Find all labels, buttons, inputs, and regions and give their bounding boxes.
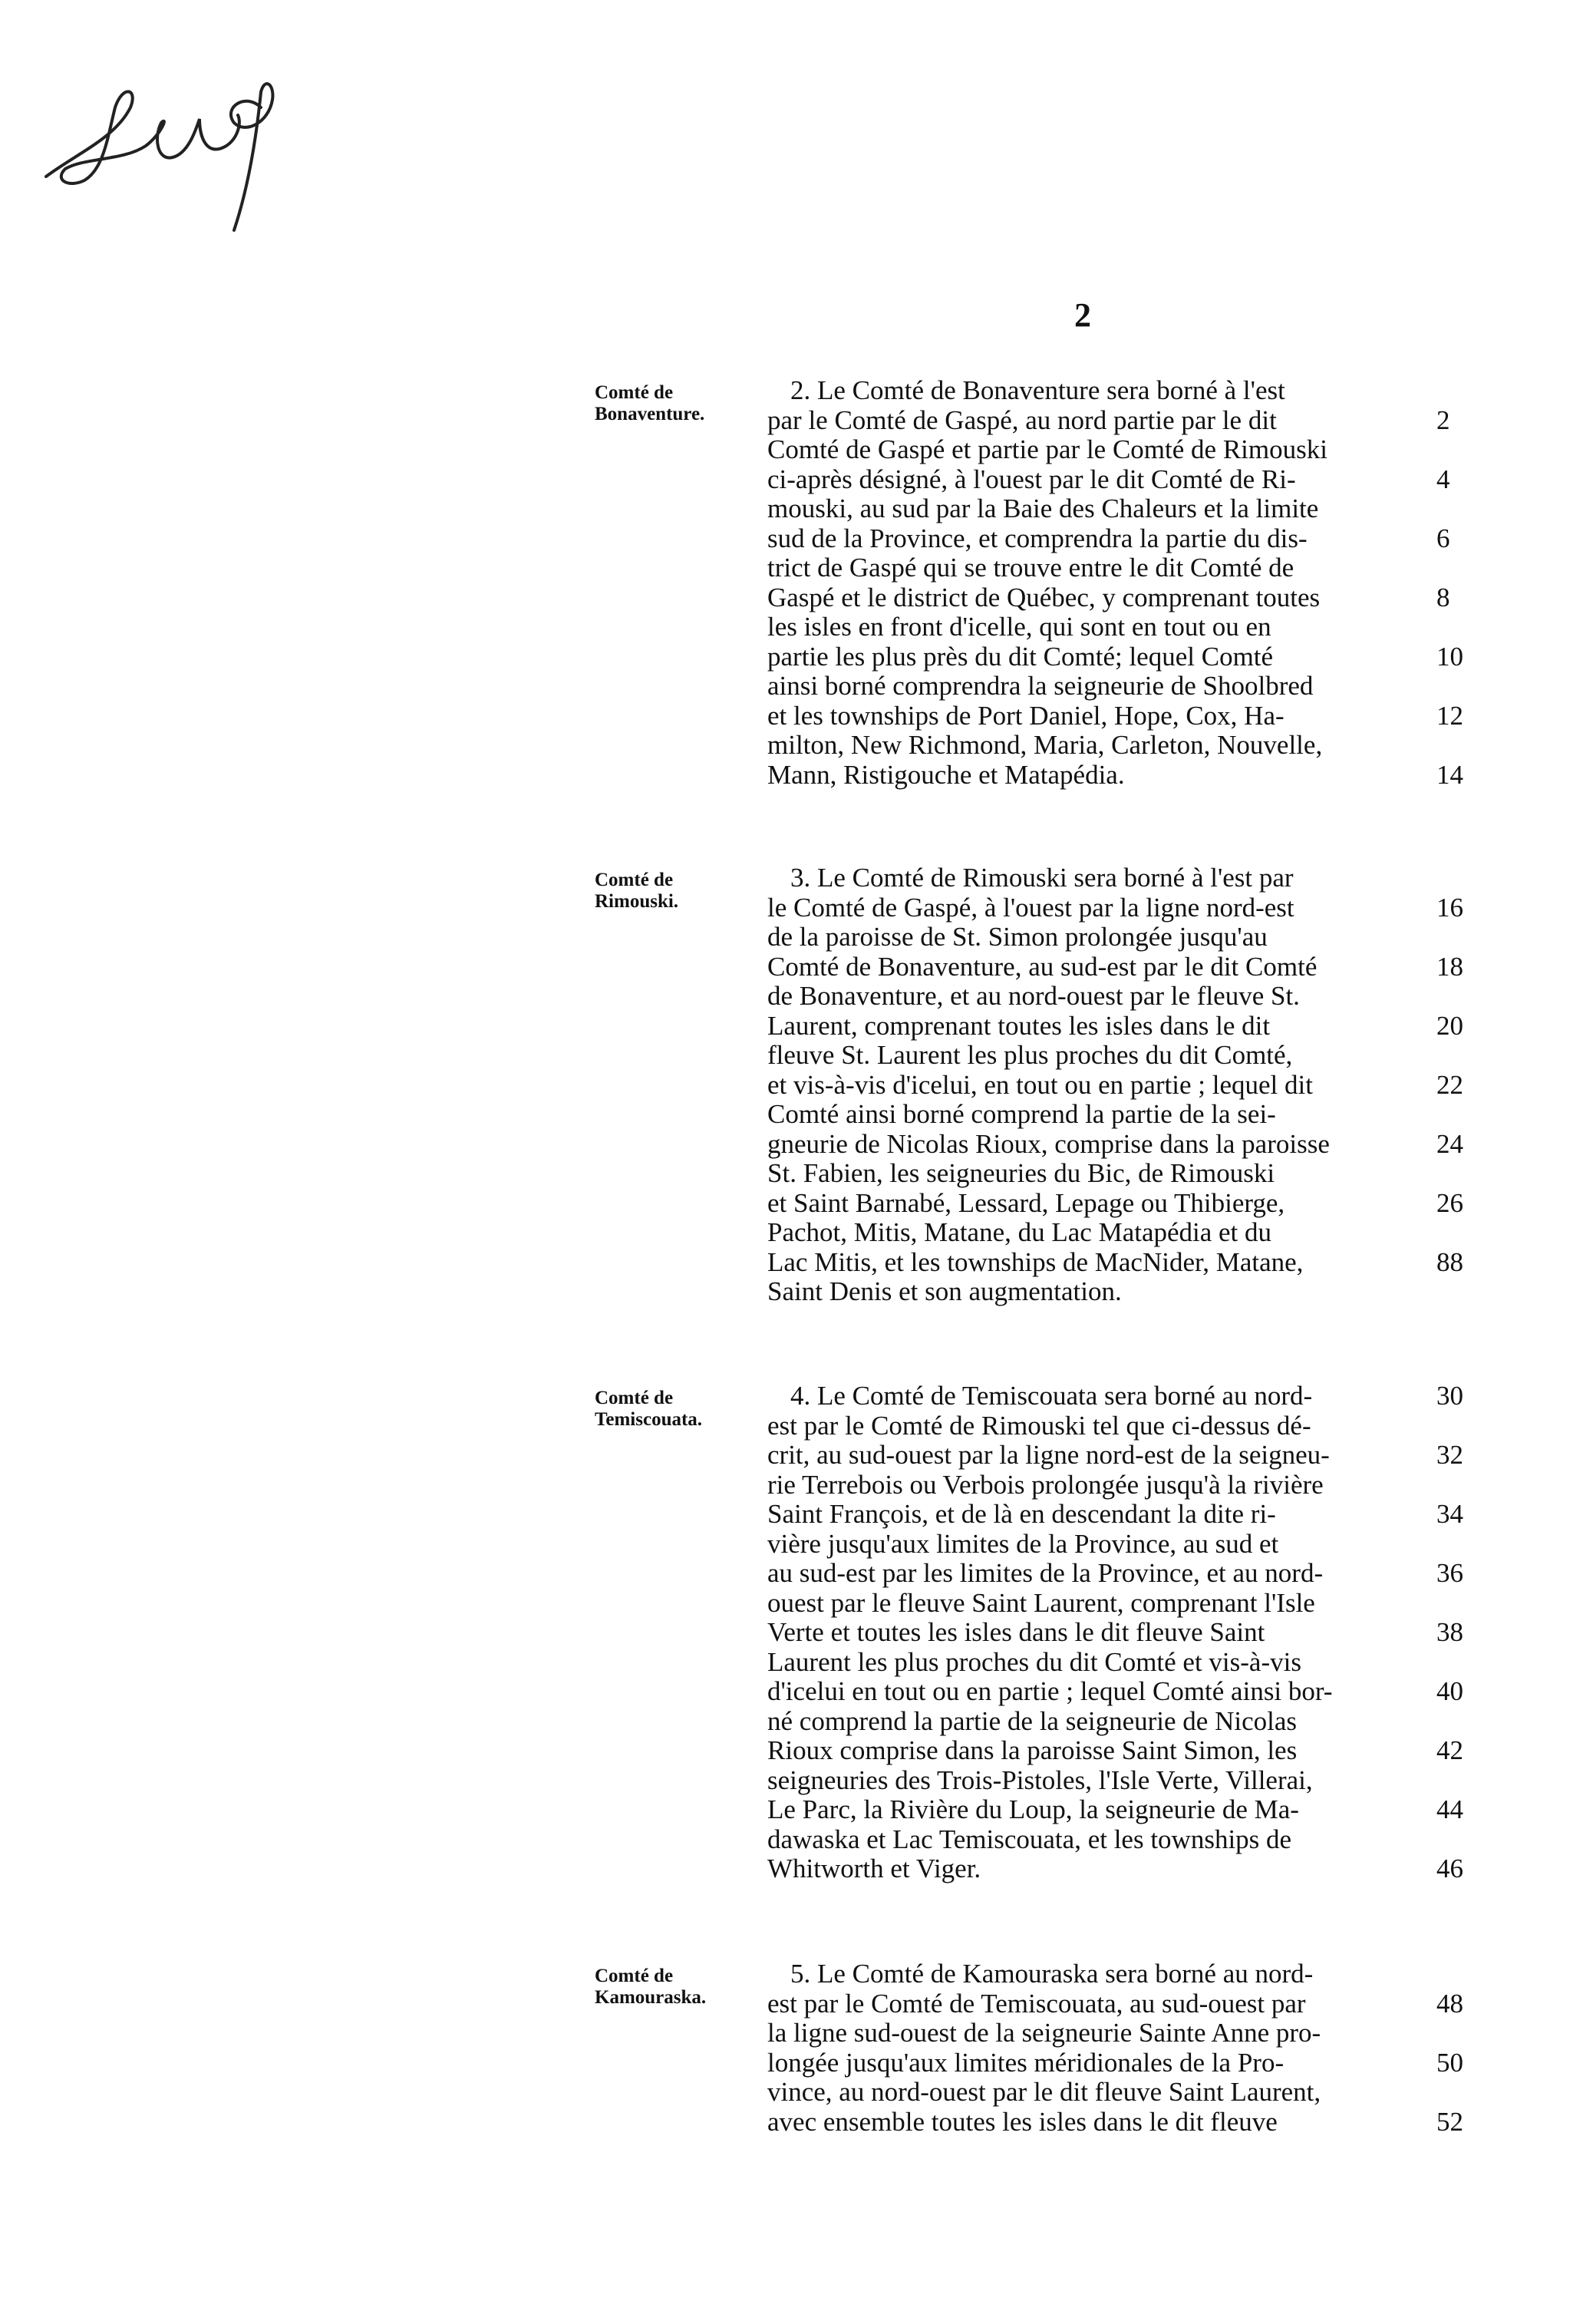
text-line: et vis-à-vis d'icelui, en tout ou en partie ; lequel dit [767,1069,1313,1100]
text-line: Rioux comprise dans la paroisse Saint Simon, les [767,1735,1298,1765]
text-line: le Comté de Gaspé, à l'ouest par la ligne nord-est [767,892,1294,923]
line-number: 34 [1436,1499,1463,1529]
text-line: vière jusqu'aux limites de la Province, au sud et [767,1528,1279,1559]
text-line: 5. Le Comté de Kamouraska sera borné au nord- [790,1959,1314,1989]
text-line: Comté de Gaspé et partie par le Comté de Rimouski [767,434,1327,464]
text-line: 4. Le Comté de Temiscouata sera borné au nord- [790,1381,1313,1411]
text-line: fleuve St. Laurent les plus proches du dit Comté, [767,1040,1293,1070]
margin-note-line: Temiscouata. [595,1409,703,1430]
margin-note [595,870,756,913]
text-line: seigneuries des Trois-Pistoles, l'Isle Verte, Villerai, [767,1764,1313,1795]
text-line: né comprend la partie de la seigneurie de Nicolas [767,1705,1297,1736]
line-number: 40 [1436,1676,1463,1706]
margin-note-line: Comté de [595,870,674,890]
text-line: vince, au nord-ouest par le dit fleuve Saint Laurent, [767,2077,1321,2107]
margin-note [595,1388,756,1431]
text-line: mouski, au sud par la Baie des Chaleurs et la limite [767,494,1319,523]
line-number: 52 [1436,2106,1463,2137]
line-number: 24 [1436,1128,1463,1159]
text-line: Lac Mitis, et les townships de MacNider, Matane, [767,1246,1304,1277]
text-line: dawaska et Lac Temiscouata, et les townships de [767,1824,1292,1854]
article-text [767,1381,1450,1884]
handwritten-folio-mark [31,15,353,246]
line-number: 46 [1436,1854,1463,1883]
text-line: trict de Gaspé qui se trouve entre le dit Comté de [767,553,1294,583]
margin-note-line: Comté de [595,382,674,403]
text-line: Whitworth et Viger. [767,1854,981,1883]
text-line: de la paroisse de St. Simon prolongée jusqu'au [767,922,1268,952]
line-number: 32 [1436,1440,1463,1470]
line-number: 20 [1436,1010,1463,1041]
text-line: les isles en front d'icelle, qui sont en tout ou en [767,612,1271,642]
text-line: et les townships de Port Daniel, Hope, Cox, Ha- [767,700,1285,731]
line-number: 10 [1436,641,1463,672]
text-line: ci-après désigné, à l'ouest par le dit Comté de Ri- [767,464,1296,494]
text-line: Comté de Bonaventure, au sud-est par le dit Comté [767,951,1318,982]
text-line: est par le Comté de Rimouski tel que ci-dessus dé- [767,1410,1311,1441]
text-line: Pachot, Mitis, Matane, du Lac Matapédia et du [767,1217,1272,1247]
line-number: 36 [1436,1558,1463,1588]
line-number: 30 [1436,1381,1463,1411]
line-number: 12 [1436,700,1463,731]
text-line: Laurent les plus proches du dit Comté et vis-à-vis [767,1646,1301,1677]
article-text [767,1959,1450,2137]
text-line: avec ensemble toutes les isles dans le dit fleuve [767,2106,1278,2137]
line-number: 8 [1436,582,1450,612]
text-line: ainsi borné comprendra la seigneurie de Shoolbred [767,671,1314,701]
line-number: 16 [1436,892,1463,923]
line-number: 38 [1436,1617,1463,1647]
line-number: 22 [1436,1069,1463,1100]
text-line: Gaspé et le district de Québec, y comprenant toutes [767,582,1321,612]
text-line: milton, New Richmond, Maria, Carleton, Nouvelle, [767,730,1323,760]
text-line: par le Comté de Gaspé, au nord partie par le dit [767,404,1277,435]
margin-note-line: Kamouraska. [595,1987,707,2008]
text-line: la ligne sud-ouest de la seigneurie Sainte Anne pro- [767,2018,1321,2048]
text-line: longée jusqu'aux limites méridionales de la Pro- [767,2047,1285,2078]
line-number: 44 [1436,1794,1463,1824]
text-line: crit, au sud-ouest par la ligne nord-est de la seigneu- [767,1440,1330,1470]
margin-note-line: Bonaventure. [595,404,705,424]
line-number: 6 [1436,523,1450,553]
text-line: partie les plus près du dit Comté; lequel Comté [767,641,1274,672]
line-number: 88 [1436,1246,1463,1277]
line-number: 42 [1436,1735,1463,1765]
line-number: 18 [1436,951,1463,982]
text-line: sud de la Province, et comprendra la partie du dis- [767,523,1308,553]
article-text [767,375,1450,790]
text-line: Comté ainsi borné comprend la partie de la sei- [767,1099,1276,1129]
line-number: 26 [1436,1187,1463,1218]
page-number: 2 [1074,296,1091,334]
line-number: 48 [1436,1988,1463,2019]
text-line: de Bonaventure, et au nord-ouest par le fleuve St. [767,981,1300,1011]
line-number: 14 [1436,759,1463,790]
text-line: Saint François, et de là en descendant la dite ri- [767,1499,1276,1529]
text-line: St. Fabien, les seigneuries du Bic, de Rimouski [767,1158,1275,1188]
line-number: 2 [1436,404,1450,435]
margin-note [595,1966,756,2009]
line-number: 4 [1436,464,1450,494]
text-line: ouest par le fleuve Saint Laurent, comprenant l'Isle [767,1587,1315,1618]
text-line: d'icelui en tout ou en partie ; lequel Comté ainsi bor- [767,1676,1333,1706]
text-line: gneurie de Nicolas Rioux, comprise dans la paroisse [767,1128,1330,1159]
margin-note-line: Comté de [595,1966,674,1986]
text-line: est par le Comté de Temiscouata, au sud-ouest par [767,1988,1306,2019]
text-line: et Saint Barnabé, Lessard, Lepage ou Thibierge, [767,1187,1285,1218]
margin-note [595,382,756,425]
text-line: 2. Le Comté de Bonaventure sera borné à l'est [790,375,1285,405]
text-line: 3. Le Comté de Rimouski sera borné à l'est par [790,863,1294,893]
text-line: Saint Denis et son augmentation. [767,1276,1122,1306]
text-line: Laurent, comprenant toutes les isles dans le dit [767,1010,1271,1041]
margin-note-line: Comté de [595,1388,674,1408]
text-line: au sud-est par les limites de la Province, et au nord- [767,1558,1324,1588]
text-line: Mann, Ristigouche et Matapédia. [767,759,1125,790]
article-text [767,863,1450,1307]
margin-note-line: Rimouski. [595,891,679,912]
text-line: Verte et toutes les isles dans le dit fleuve Saint [767,1617,1265,1647]
text-line: Le Parc, la Rivière du Loup, la seigneurie de Ma- [767,1794,1299,1824]
text-line: rie Terrebois ou Verbois prolongée jusqu'à la rivière [767,1469,1324,1500]
line-number: 50 [1436,2047,1463,2078]
